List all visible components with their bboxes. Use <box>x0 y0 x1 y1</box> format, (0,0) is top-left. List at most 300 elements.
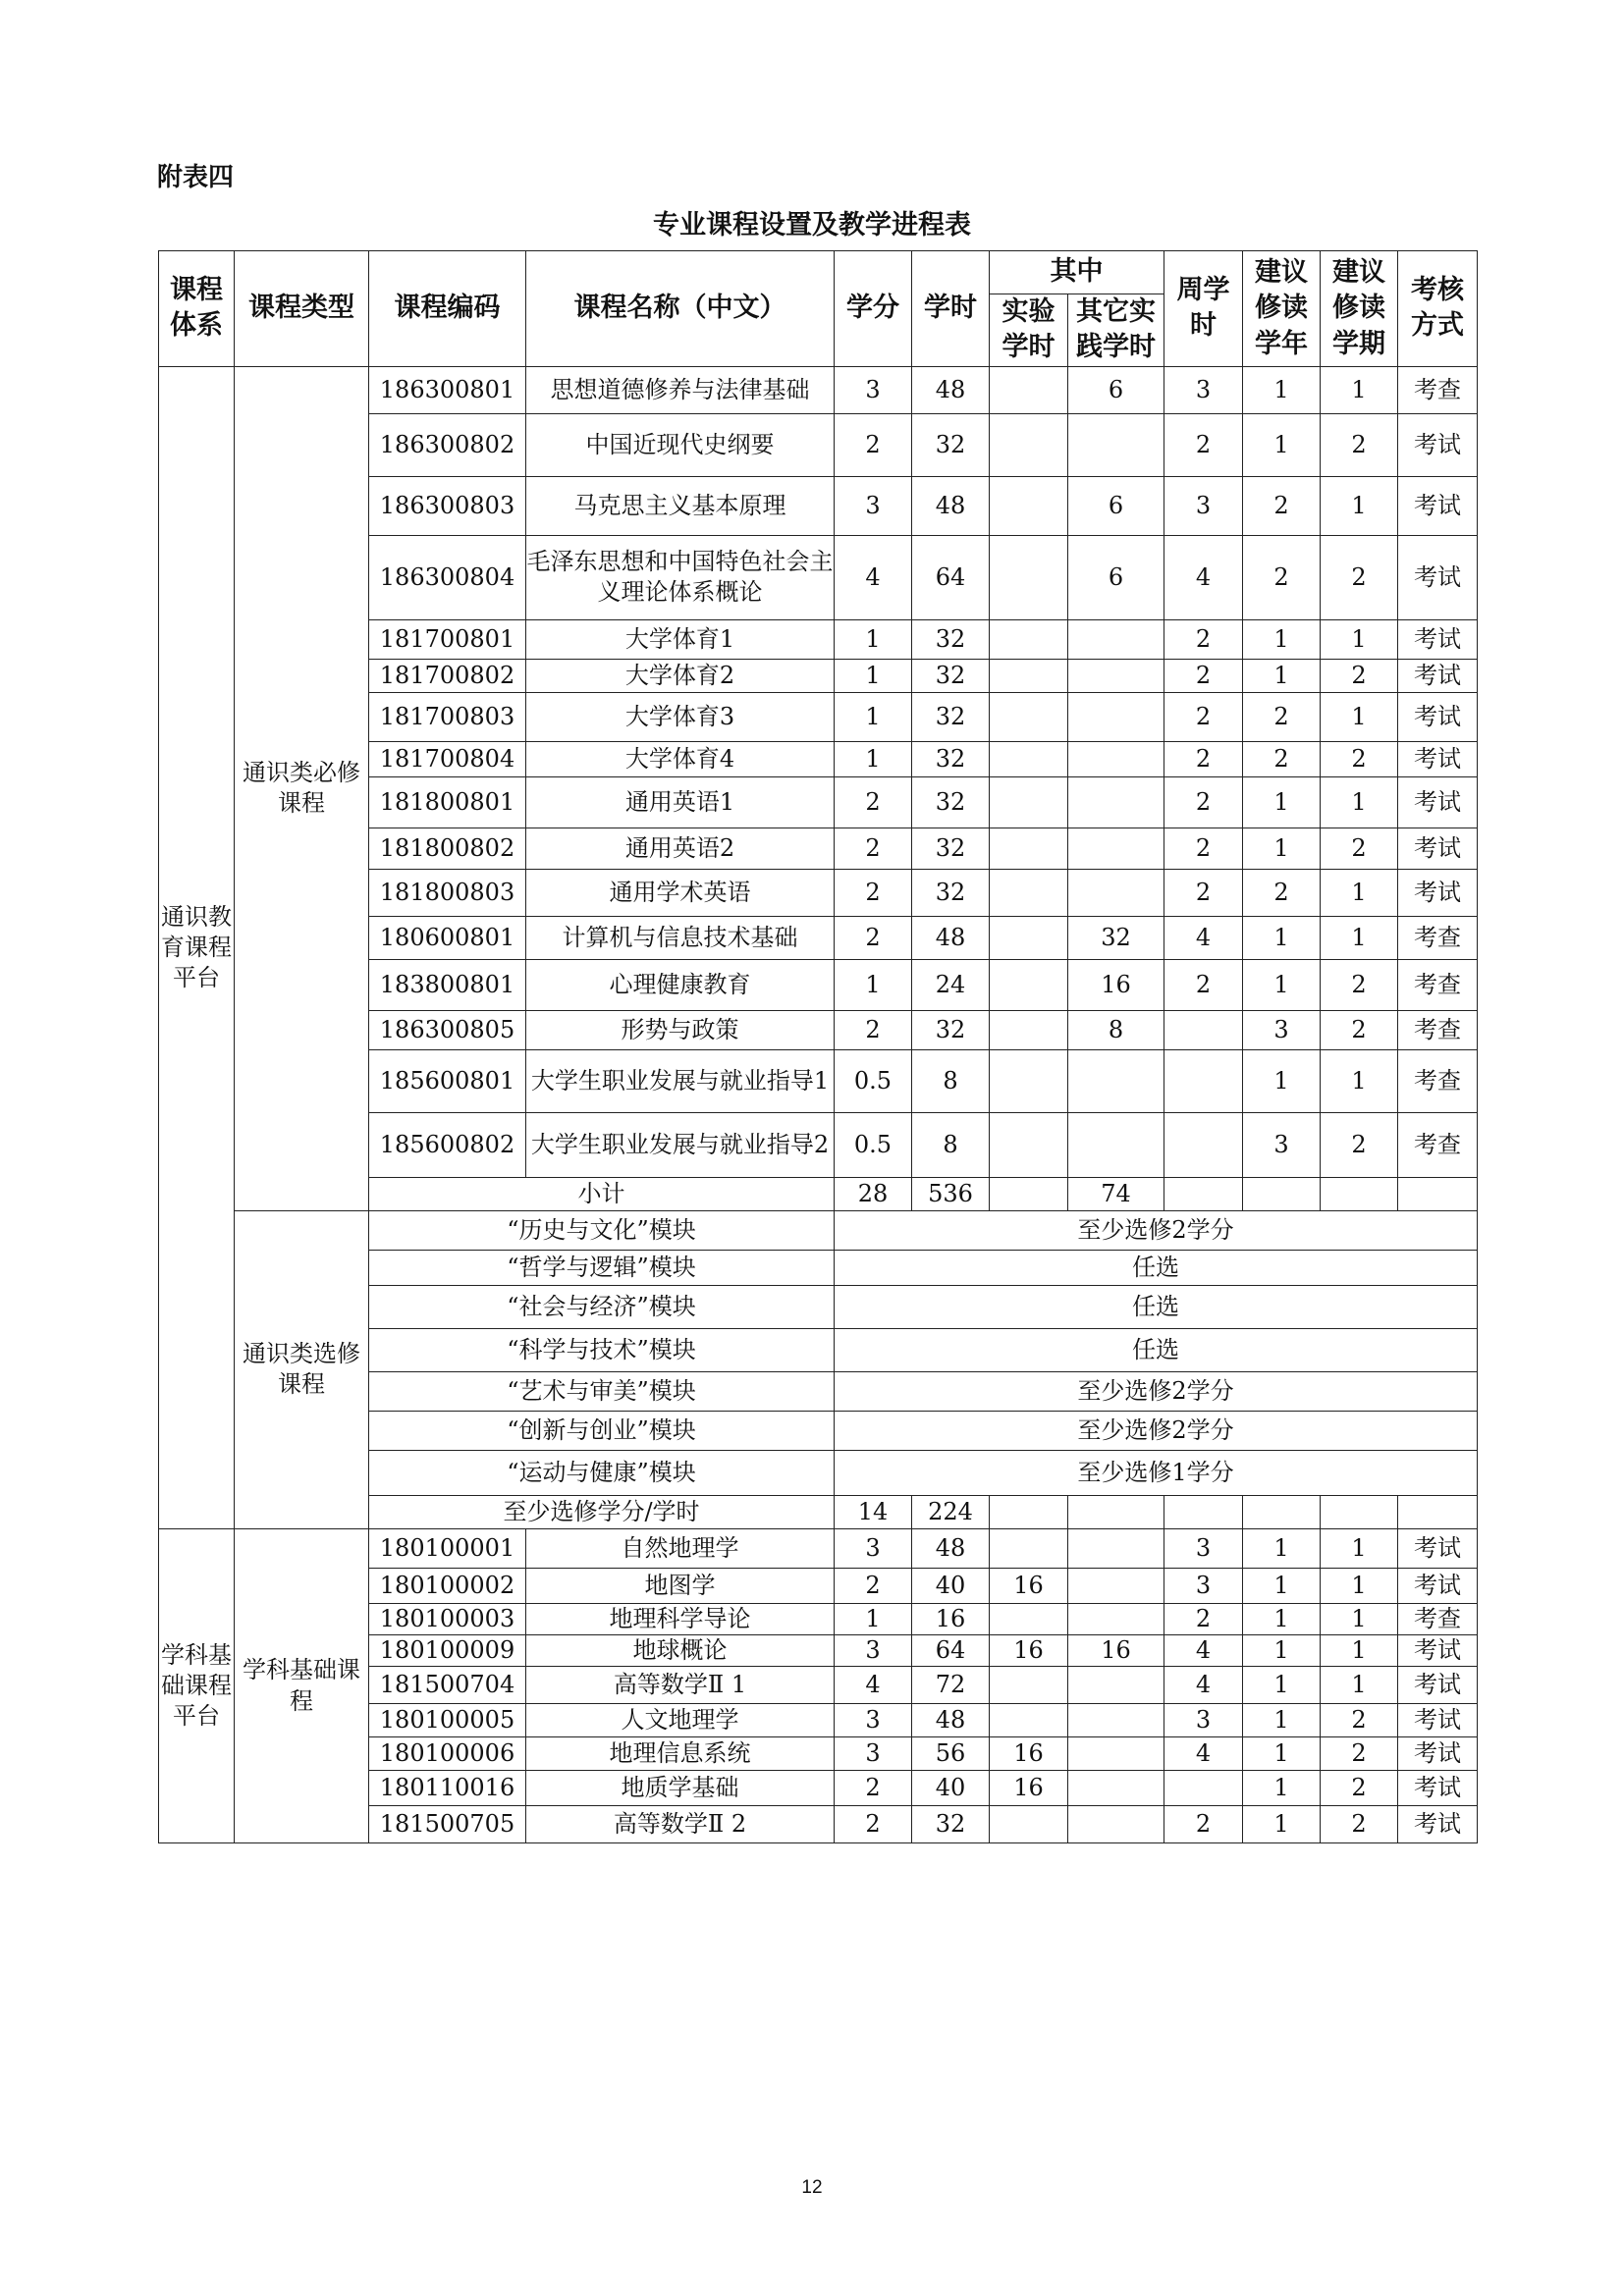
cell-code: 181500704 <box>369 1667 526 1704</box>
cell-hours: 48 <box>912 476 990 535</box>
cell-lab <box>990 413 1068 476</box>
cell-hours: 40 <box>912 1771 990 1806</box>
cell-empty <box>1243 1177 1321 1210</box>
cell-term: 1 <box>1321 1667 1398 1704</box>
cell-year: 1 <box>1243 1771 1321 1806</box>
cell-credit: 1 <box>835 959 912 1010</box>
cell-weekly: 2 <box>1164 869 1243 916</box>
elective-module-name: “艺术与审美”模块 <box>369 1371 835 1411</box>
cell-lab <box>990 1112 1068 1177</box>
subtotal-practice: 74 <box>1068 1177 1164 1210</box>
cell-practice: 6 <box>1068 535 1164 619</box>
cell-term: 2 <box>1321 741 1398 776</box>
cell-lab <box>990 1177 1068 1210</box>
cell-hours: 64 <box>912 1635 990 1667</box>
cell-weekly: 3 <box>1164 1704 1243 1737</box>
cell-credit: 1 <box>835 619 912 659</box>
cell-code: 180110016 <box>369 1771 526 1806</box>
cell-hours: 32 <box>912 659 990 692</box>
cell-code: 186300803 <box>369 476 526 535</box>
cell-weekly: 4 <box>1164 535 1243 619</box>
cell-lab <box>990 692 1068 741</box>
cell-name: 自然地理学 <box>526 1528 835 1568</box>
cell-hours: 48 <box>912 1704 990 1737</box>
course-table-body <box>159 366 1478 1842</box>
cell-practice <box>1068 1603 1164 1634</box>
appendix-label: 附表四 <box>157 163 235 192</box>
elective-module-requirement: 任选 <box>835 1285 1478 1328</box>
cell-weekly: 2 <box>1164 1806 1243 1843</box>
cell-code: 181800803 <box>369 869 526 916</box>
cell-credit: 1 <box>835 692 912 741</box>
cell-practice: 8 <box>1068 1010 1164 1049</box>
cell-assess: 考试 <box>1398 659 1478 692</box>
cell-hours: 48 <box>912 916 990 959</box>
table-row <box>159 1528 1478 1568</box>
cell-code: 186300802 <box>369 413 526 476</box>
cell-practice <box>1068 1806 1164 1843</box>
cell-credit: 2 <box>835 1568 912 1603</box>
cell-practice: 6 <box>1068 366 1164 413</box>
cell-hours: 32 <box>912 413 990 476</box>
cell-practice <box>1068 619 1164 659</box>
cell-year: 3 <box>1243 1010 1321 1049</box>
cell-year: 1 <box>1243 413 1321 476</box>
cell-year: 2 <box>1243 535 1321 619</box>
header-name: 课程名称（中文） <box>526 251 835 367</box>
cell-weekly: 4 <box>1164 916 1243 959</box>
cell-practice <box>1068 741 1164 776</box>
cell-practice <box>1068 1667 1164 1704</box>
cell-hours: 32 <box>912 741 990 776</box>
cell-year: 1 <box>1243 916 1321 959</box>
elective-minimum-credit: 14 <box>835 1495 912 1528</box>
cell-code: 180100003 <box>369 1603 526 1634</box>
cell-assess: 考试 <box>1398 535 1478 619</box>
elective-minimum-hours: 224 <box>912 1495 990 1528</box>
cell-practice <box>1068 659 1164 692</box>
header-type: 课程类型 <box>235 251 369 367</box>
cell-weekly: 2 <box>1164 692 1243 741</box>
course-table <box>158 250 1478 1843</box>
cell-lab <box>990 1806 1068 1843</box>
cell-weekly: 3 <box>1164 1528 1243 1568</box>
cell-empty <box>1398 1177 1478 1210</box>
course-type-general-required: 通识类必修课程 <box>235 366 369 1210</box>
cell-year: 2 <box>1243 741 1321 776</box>
cell-name: 马克思主义基本原理 <box>526 476 835 535</box>
cell-practice <box>1068 1568 1164 1603</box>
cell-practice <box>1068 1528 1164 1568</box>
cell-weekly: 2 <box>1164 619 1243 659</box>
page-number: 12 <box>801 2177 823 2198</box>
cell-weekly: 4 <box>1164 1635 1243 1667</box>
cell-assess: 考试 <box>1398 776 1478 828</box>
cell-credit: 0.5 <box>835 1049 912 1112</box>
cell-code: 181700803 <box>369 692 526 741</box>
cell-term: 2 <box>1321 1737 1398 1771</box>
cell-year: 1 <box>1243 1806 1321 1843</box>
cell-name: 大学体育3 <box>526 692 835 741</box>
cell-weekly: 4 <box>1164 1667 1243 1704</box>
cell-hours: 56 <box>912 1737 990 1771</box>
cell-assess: 考查 <box>1398 916 1478 959</box>
cell-credit: 2 <box>835 413 912 476</box>
cell-credit: 2 <box>835 869 912 916</box>
cell-hours: 64 <box>912 535 990 619</box>
cell-assess: 考试 <box>1398 1704 1478 1737</box>
cell-weekly <box>1164 1010 1243 1049</box>
cell-code: 180100006 <box>369 1737 526 1771</box>
cell-credit: 1 <box>835 741 912 776</box>
cell-term: 1 <box>1321 869 1398 916</box>
platform-discipline: 学科基础课程平台 <box>159 1528 235 1842</box>
cell-credit: 4 <box>835 535 912 619</box>
cell-assess: 考试 <box>1398 1528 1478 1568</box>
cell-hours: 48 <box>912 366 990 413</box>
header-among: 其中 <box>990 251 1164 294</box>
cell-term: 1 <box>1321 1603 1398 1634</box>
cell-year: 1 <box>1243 659 1321 692</box>
elective-module-requirement: 任选 <box>835 1250 1478 1285</box>
cell-term: 2 <box>1321 659 1398 692</box>
cell-year: 1 <box>1243 1049 1321 1112</box>
cell-credit: 0.5 <box>835 1112 912 1177</box>
cell-year: 1 <box>1243 1704 1321 1737</box>
cell-lab <box>990 1704 1068 1737</box>
cell-credit: 2 <box>835 1806 912 1843</box>
cell-hours: 16 <box>912 1603 990 1634</box>
cell-assess: 考试 <box>1398 413 1478 476</box>
cell-name: 大学体育2 <box>526 659 835 692</box>
cell-practice <box>1068 1771 1164 1806</box>
cell-hours: 24 <box>912 959 990 1010</box>
header-code: 课程编码 <box>369 251 526 367</box>
cell-weekly <box>1164 1112 1243 1177</box>
cell-practice <box>1068 1112 1164 1177</box>
header-credit: 学分 <box>835 251 912 367</box>
cell-name: 通用英语2 <box>526 828 835 869</box>
cell-term: 2 <box>1321 413 1398 476</box>
cell-code: 181700801 <box>369 619 526 659</box>
cell-weekly: 2 <box>1164 741 1243 776</box>
cell-empty <box>1398 1495 1478 1528</box>
header-year: 建议修读学年 <box>1243 251 1321 367</box>
cell-name: 地理科学导论 <box>526 1603 835 1634</box>
cell-practice <box>1068 1704 1164 1737</box>
header-lab: 实验学时 <box>990 294 1068 367</box>
cell-practice: 6 <box>1068 476 1164 535</box>
cell-lab <box>990 1528 1068 1568</box>
cell-practice: 32 <box>1068 916 1164 959</box>
cell-assess: 考试 <box>1398 1737 1478 1771</box>
cell-lab: 16 <box>990 1568 1068 1603</box>
cell-practice <box>1068 869 1164 916</box>
cell-lab <box>990 959 1068 1010</box>
cell-term: 1 <box>1321 776 1398 828</box>
cell-year: 1 <box>1243 1635 1321 1667</box>
cell-year: 1 <box>1243 1568 1321 1603</box>
cell-term: 2 <box>1321 828 1398 869</box>
cell-assess: 考查 <box>1398 366 1478 413</box>
cell-lab <box>990 1010 1068 1049</box>
cell-assess: 考查 <box>1398 1049 1478 1112</box>
cell-lab <box>990 1603 1068 1634</box>
cell-practice <box>1068 413 1164 476</box>
cell-hours: 32 <box>912 869 990 916</box>
cell-year: 1 <box>1243 1667 1321 1704</box>
cell-hours: 32 <box>912 1010 990 1049</box>
cell-assess: 考试 <box>1398 1806 1478 1843</box>
elective-module-name: “社会与经济”模块 <box>369 1285 835 1328</box>
elective-module-name: “历史与文化”模块 <box>369 1210 835 1250</box>
cell-lab <box>990 535 1068 619</box>
cell-year: 1 <box>1243 959 1321 1010</box>
cell-weekly: 2 <box>1164 413 1243 476</box>
cell-credit: 2 <box>835 776 912 828</box>
cell-term: 2 <box>1321 1771 1398 1806</box>
cell-hours: 8 <box>912 1112 990 1177</box>
cell-lab <box>990 476 1068 535</box>
cell-name: 大学生职业发展与就业指导1 <box>526 1049 835 1112</box>
cell-lab <box>990 916 1068 959</box>
cell-hours: 72 <box>912 1667 990 1704</box>
cell-name: 地理信息系统 <box>526 1737 835 1771</box>
cell-hours: 48 <box>912 1528 990 1568</box>
cell-weekly: 4 <box>1164 1737 1243 1771</box>
cell-empty <box>1243 1495 1321 1528</box>
cell-credit: 2 <box>835 1010 912 1049</box>
cell-lab: 16 <box>990 1737 1068 1771</box>
cell-practice <box>1068 1737 1164 1771</box>
elective-minimum-label: 至少选修学分/学时 <box>369 1495 835 1528</box>
elective-module-requirement: 至少选修2学分 <box>835 1411 1478 1450</box>
cell-term: 2 <box>1321 959 1398 1010</box>
cell-year: 1 <box>1243 619 1321 659</box>
subtotal-label: 小计 <box>369 1177 835 1210</box>
cell-lab <box>990 776 1068 828</box>
cell-term: 1 <box>1321 916 1398 959</box>
elective-module-requirement: 至少选修2学分 <box>835 1371 1478 1411</box>
cell-assess: 考试 <box>1398 476 1478 535</box>
cell-code: 181700802 <box>369 659 526 692</box>
cell-assess: 考试 <box>1398 741 1478 776</box>
cell-term: 1 <box>1321 476 1398 535</box>
cell-practice <box>1068 828 1164 869</box>
cell-assess: 考试 <box>1398 828 1478 869</box>
cell-practice <box>1068 1049 1164 1112</box>
cell-hours: 32 <box>912 828 990 869</box>
cell-year: 2 <box>1243 476 1321 535</box>
cell-term: 2 <box>1321 535 1398 619</box>
cell-name: 思想道德修养与法律基础 <box>526 366 835 413</box>
cell-lab <box>990 869 1068 916</box>
cell-name: 人文地理学 <box>526 1704 835 1737</box>
cell-lab <box>990 659 1068 692</box>
cell-assess: 考查 <box>1398 959 1478 1010</box>
cell-practice: 16 <box>1068 1635 1164 1667</box>
cell-name: 高等数学Ⅱ 2 <box>526 1806 835 1843</box>
cell-credit: 3 <box>835 1528 912 1568</box>
cell-empty <box>1321 1177 1398 1210</box>
header-term: 建议修读学期 <box>1321 251 1398 367</box>
cell-lab: 16 <box>990 1771 1068 1806</box>
cell-lab <box>990 741 1068 776</box>
cell-name: 大学体育4 <box>526 741 835 776</box>
cell-credit: 2 <box>835 828 912 869</box>
cell-code: 183800801 <box>369 959 526 1010</box>
cell-name: 通用学术英语 <box>526 869 835 916</box>
cell-term: 2 <box>1321 1704 1398 1737</box>
cell-name: 高等数学Ⅱ 1 <box>526 1667 835 1704</box>
cell-lab <box>990 828 1068 869</box>
cell-credit: 3 <box>835 476 912 535</box>
cell-term: 1 <box>1321 1635 1398 1667</box>
cell-year: 3 <box>1243 1112 1321 1177</box>
elective-module-name: “哲学与逻辑”模块 <box>369 1250 835 1285</box>
cell-assess: 考查 <box>1398 1112 1478 1177</box>
cell-term: 2 <box>1321 1112 1398 1177</box>
cell-lab <box>990 1667 1068 1704</box>
subtotal-hours: 536 <box>912 1177 990 1210</box>
cell-weekly: 2 <box>1164 828 1243 869</box>
cell-year: 1 <box>1243 366 1321 413</box>
cell-lab: 16 <box>990 1635 1068 1667</box>
cell-name: 大学生职业发展与就业指导2 <box>526 1112 835 1177</box>
elective-module-row <box>159 1210 1478 1250</box>
cell-code: 185600802 <box>369 1112 526 1177</box>
header-practice: 其它实践学时 <box>1068 294 1164 367</box>
cell-code: 186300801 <box>369 366 526 413</box>
cell-name: 大学体育1 <box>526 619 835 659</box>
cell-code: 180100009 <box>369 1635 526 1667</box>
cell-term: 1 <box>1321 1049 1398 1112</box>
cell-weekly: 3 <box>1164 366 1243 413</box>
cell-credit: 3 <box>835 1737 912 1771</box>
cell-assess: 考试 <box>1398 869 1478 916</box>
cell-weekly: 3 <box>1164 476 1243 535</box>
cell-assess: 考试 <box>1398 692 1478 741</box>
cell-empty <box>1321 1495 1398 1528</box>
cell-credit: 1 <box>835 659 912 692</box>
cell-year: 1 <box>1243 1528 1321 1568</box>
cell-lab <box>990 1049 1068 1112</box>
subtotal-credit: 28 <box>835 1177 912 1210</box>
cell-credit: 2 <box>835 916 912 959</box>
cell-term: 1 <box>1321 366 1398 413</box>
cell-credit: 3 <box>835 366 912 413</box>
cell-term: 1 <box>1321 1528 1398 1568</box>
elective-module-name: “科学与技术”模块 <box>369 1328 835 1371</box>
cell-assess: 考试 <box>1398 619 1478 659</box>
header-system: 课程体系 <box>159 251 235 367</box>
cell-hours: 32 <box>912 1806 990 1843</box>
cell-weekly <box>1164 1771 1243 1806</box>
cell-assess: 考查 <box>1398 1603 1478 1634</box>
cell-name: 形势与政策 <box>526 1010 835 1049</box>
cell-lab <box>990 366 1068 413</box>
elective-module-requirement: 至少选修1学分 <box>835 1450 1478 1495</box>
cell-term: 1 <box>1321 1568 1398 1603</box>
cell-year: 1 <box>1243 828 1321 869</box>
cell-practice <box>1068 692 1164 741</box>
cell-name: 通用英语1 <box>526 776 835 828</box>
cell-hours: 32 <box>912 619 990 659</box>
cell-assess: 考试 <box>1398 1635 1478 1667</box>
cell-code: 180100005 <box>369 1704 526 1737</box>
table-row <box>159 366 1478 413</box>
cell-year: 1 <box>1243 1603 1321 1634</box>
elective-module-name: “运动与健康”模块 <box>369 1450 835 1495</box>
cell-term: 1 <box>1321 692 1398 741</box>
cell-term: 1 <box>1321 619 1398 659</box>
elective-module-name: “创新与创业”模块 <box>369 1411 835 1450</box>
cell-name: 毛泽东思想和中国特色社会主义理论体系概论 <box>526 535 835 619</box>
cell-name: 中国近现代史纲要 <box>526 413 835 476</box>
cell-year: 1 <box>1243 1737 1321 1771</box>
course-type-discipline-basic: 学科基础课程 <box>235 1528 369 1842</box>
cell-hours: 32 <box>912 776 990 828</box>
header-weekly: 周学时 <box>1164 251 1243 367</box>
cell-empty <box>1164 1177 1243 1210</box>
cell-code: 181500705 <box>369 1806 526 1843</box>
cell-code: 181700804 <box>369 741 526 776</box>
cell-year: 1 <box>1243 776 1321 828</box>
cell-code: 186300805 <box>369 1010 526 1049</box>
elective-module-requirement: 至少选修2学分 <box>835 1210 1478 1250</box>
cell-name: 地图学 <box>526 1568 835 1603</box>
cell-assess: 考试 <box>1398 1568 1478 1603</box>
cell-assess: 考查 <box>1398 1010 1478 1049</box>
cell-weekly: 2 <box>1164 959 1243 1010</box>
cell-weekly: 2 <box>1164 776 1243 828</box>
cell-code: 180100002 <box>369 1568 526 1603</box>
cell-weekly <box>1164 1049 1243 1112</box>
cell-code: 185600801 <box>369 1049 526 1112</box>
cell-credit: 4 <box>835 1667 912 1704</box>
cell-hours: 40 <box>912 1568 990 1603</box>
cell-credit: 3 <box>835 1704 912 1737</box>
cell-name: 计算机与信息技术基础 <box>526 916 835 959</box>
cell-term: 2 <box>1321 1806 1398 1843</box>
course-type-general-elective: 通识类选修课程 <box>235 1210 369 1528</box>
cell-weekly: 3 <box>1164 1568 1243 1603</box>
cell-practice <box>1068 776 1164 828</box>
cell-empty <box>1068 1495 1164 1528</box>
cell-credit: 3 <box>835 1635 912 1667</box>
cell-code: 181800802 <box>369 828 526 869</box>
cell-empty <box>1164 1495 1243 1528</box>
cell-year: 2 <box>1243 869 1321 916</box>
cell-name: 地质学基础 <box>526 1771 835 1806</box>
cell-hours: 8 <box>912 1049 990 1112</box>
header-assess: 考核方式 <box>1398 251 1478 367</box>
cell-code: 186300804 <box>369 535 526 619</box>
cell-name: 地球概论 <box>526 1635 835 1667</box>
cell-code: 180100001 <box>369 1528 526 1568</box>
cell-weekly: 2 <box>1164 1603 1243 1634</box>
cell-term: 2 <box>1321 1010 1398 1049</box>
cell-empty <box>990 1495 1068 1528</box>
cell-name: 心理健康教育 <box>526 959 835 1010</box>
cell-lab <box>990 619 1068 659</box>
cell-practice: 16 <box>1068 959 1164 1010</box>
table-title: 专业课程设置及教学进程表 <box>653 210 971 240</box>
platform-general: 通识教育课程平台 <box>159 366 235 1528</box>
cell-weekly: 2 <box>1164 659 1243 692</box>
cell-code: 181800801 <box>369 776 526 828</box>
cell-assess: 考试 <box>1398 1771 1478 1806</box>
